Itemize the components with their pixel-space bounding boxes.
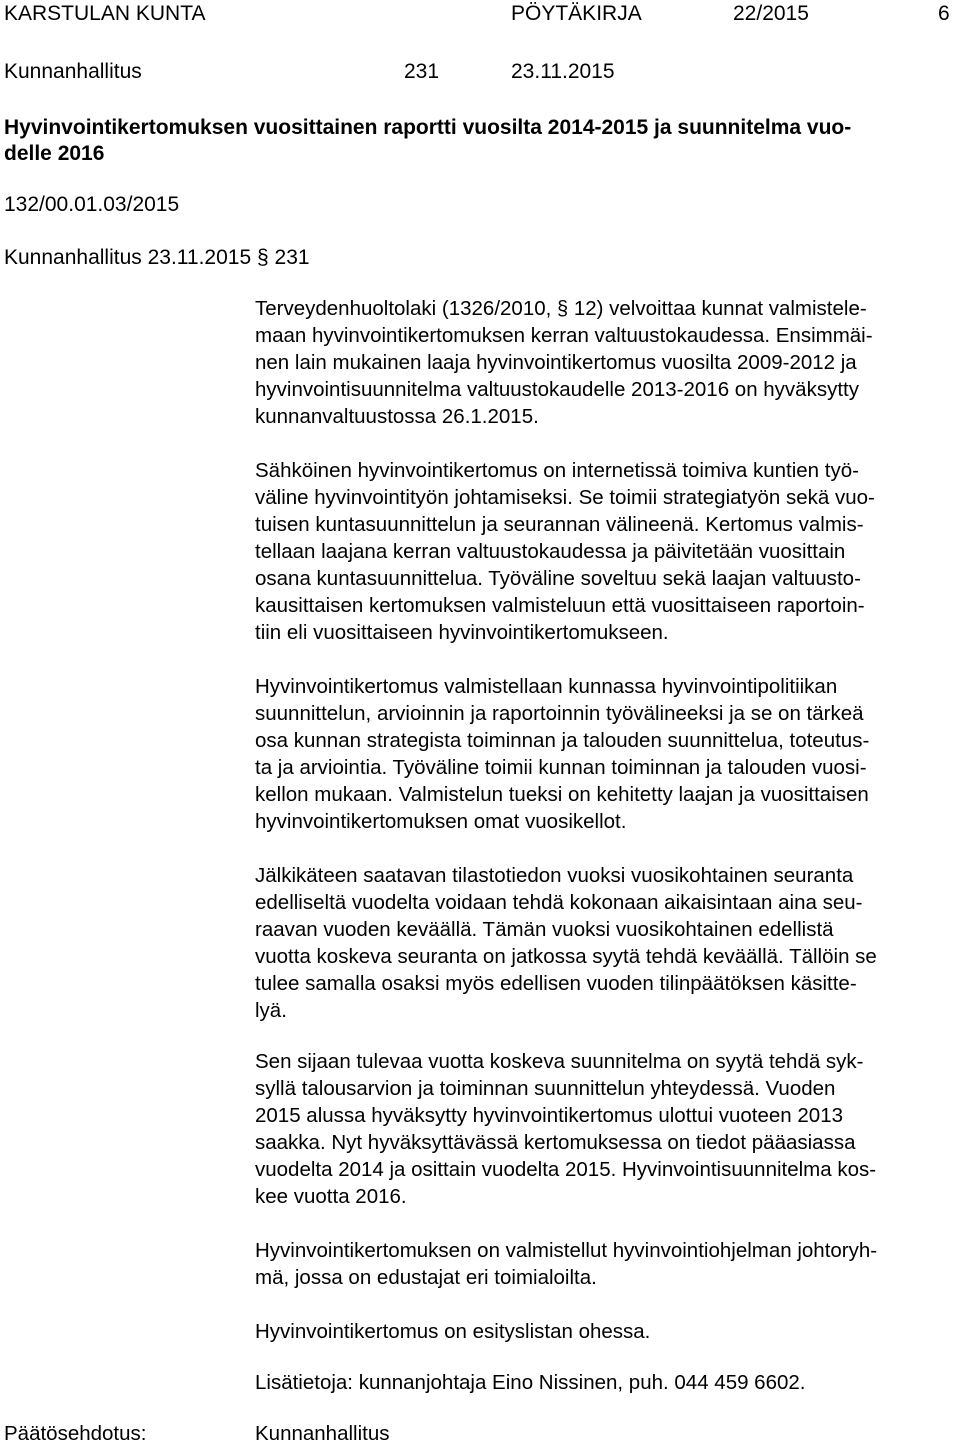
meeting-reference xyxy=(4,246,310,270)
record-number: 132/00.01.03/2015 xyxy=(4,193,180,216)
paragraph-2-line-7: tiin eli vuosittaiseen hyvinvointikertomukseen. xyxy=(255,621,669,644)
paragraph-2-line-5: osana kuntasuunnittelua. Työväline soveltuu sekä laajan valtuusto- xyxy=(255,567,861,590)
paragraph-2-line-2: väline hyvinvointityön johtamiseksi. Se toimii strategiatyön sekä vuo- xyxy=(255,486,875,509)
paragraph-3-line-2: suunnittelun, arvioinnin ja raportoinnin työvälineeksi ja se on tärkeä xyxy=(255,702,864,725)
proposal-body: Kunnanhallitus xyxy=(255,1422,390,1445)
paragraph-5-line-5: vuodelta 2014 ja osittain vuodelta 2015. Hyvinvointisuunnitelma kos- xyxy=(255,1158,877,1181)
paragraph-2-line-4: tellaan laajana kerran valtuustokaudessa ja päivitetään vuosittain xyxy=(255,540,846,563)
section-symbol: § xyxy=(257,246,269,269)
paragraph-4-line-6: lyä. xyxy=(255,999,287,1022)
paragraph-5-line-6: kee vuotta 2016. xyxy=(255,1185,407,1208)
body-name: Kunnanhallitus xyxy=(4,60,142,83)
paragraph-3-line-3: osa kunnan strategista toiminnan ja talouden suunnittelua, toteutus- xyxy=(255,729,870,752)
document-type: PÖYTÄKIRJA xyxy=(511,2,642,25)
paragraph-3-line-5: kellon mukaan. Valmistelun tueksi on kehitetty laajan ja vuosittaisen xyxy=(255,783,869,806)
document-title-line-2: delle 2016 xyxy=(4,142,105,165)
paragraph-4-line-2: edelliseltä vuodelta voidaan tehdä kokonaan aikaisintaan aina seu- xyxy=(255,891,863,914)
meeting-section-number: 231 xyxy=(274,246,310,269)
paragraph-3-line-6: hyvinvointikertomuksen omat vuosikellot. xyxy=(255,810,627,833)
text-segment: Terveydenhuoltolaki (1326/2010, xyxy=(255,297,558,320)
paragraph-4-line-1: Jälkikäteen saatavan tilastotiedon vuoksi vuosikohtainen seuranta xyxy=(255,864,854,887)
document-number: 22/2015 xyxy=(733,2,809,25)
page-number: 6 xyxy=(938,2,950,25)
meeting-label: Kunnanhallitus 23.11.2015 xyxy=(4,246,252,269)
paragraph-6-line-1: Hyvinvointikertomuksen on valmistellut hyvinvointiohjelman johtoryh- xyxy=(255,1239,878,1262)
paragraph-5-line-3: 2015 alussa hyväksytty hyvinvointikertomus ulottui vuoteen 2013 xyxy=(255,1104,844,1127)
paragraph-4-line-5: tulee samalla osaksi myös edellisen vuoden tilinpäätöksen käsitte- xyxy=(255,972,857,995)
paragraph-5-line-4: saakka. Nyt hyväksyttävässä kertomuksessa on tiedot pääasiassa xyxy=(255,1131,856,1154)
paragraph-1-line-1 xyxy=(255,297,867,321)
text-segment: 12) velvoittaa kunnat valmistele- xyxy=(568,297,867,320)
paragraph-5-line-1: Sen sijaan tulevaa vuotta koskeva suunnitelma on syytä tehdä syk- xyxy=(255,1050,864,1073)
paragraph-3-line-1: Hyvinvointikertomus valmistellaan kunnassa hyvinvointipolitiikan xyxy=(255,675,838,698)
proposal-label: Päätösehdotus: xyxy=(4,1422,147,1445)
paragraph-8-line-1: Lisätietoja: kunnanjohtaja Eino Nissinen, puh. 044 459 6602. xyxy=(255,1371,806,1394)
paragraph-1-line-2: maan hyvinvointikertomuksen kerran valtuustokaudessa. Ensimmäi- xyxy=(255,324,873,347)
municipality-name: KARSTULAN KUNTA xyxy=(4,2,206,25)
paragraph-4-line-3: raavan vuoden keväällä. Tämän vuoksi vuosikohtainen edellistä xyxy=(255,918,834,941)
paragraph-1-line-4: hyvinvointisuunnitelma valtuustokaudelle 2013-2016 on hyväksytty xyxy=(255,378,859,401)
paragraph-3-line-4: ta ja arviointia. Työväline toimii kunnan toiminnan ja talouden vuosi- xyxy=(255,756,867,779)
paragraph-6-line-2: mä, jossa on edustajat eri toimialoilta. xyxy=(255,1266,597,1289)
paragraph-2-line-1: Sähköinen hyvinvointikertomus on internetissä toimiva kuntien työ- xyxy=(255,459,859,482)
section-number: 231 xyxy=(404,60,440,83)
paragraph-5-line-2: syllä talousarvion ja toiminnan suunnittelun yhteydessä. Vuoden xyxy=(255,1077,836,1100)
paragraph-2-line-6: kausittaisen kertomuksen valmisteluun että vuosittaiseen raportoin- xyxy=(255,594,865,617)
paragraph-7-line-1: Hyvinvointikertomus on esityslistan ohessa. xyxy=(255,1320,651,1343)
document-title-line-1: Hyvinvointikertomuksen vuosittainen raportti vuosilta 2014-2015 ja suunnitelma vuo- xyxy=(4,116,852,139)
paragraph-2-line-3: tuisen kuntasuunnittelun ja seurannan välineenä. Kertomus valmis- xyxy=(255,513,864,536)
paragraph-1-line-5: kunnanvaltuustossa 26.1.2015. xyxy=(255,405,539,428)
paragraph-1-line-3: nen lain mukainen laaja hyvinvointikertomus vuosilta 2009-2012 ja xyxy=(255,351,857,374)
section-symbol: § xyxy=(557,298,569,320)
paragraph-4-line-4: vuotta koskeva seuranta on jatkossa syytä tehdä keväällä. Tällöin se xyxy=(255,945,877,968)
meeting-date: 23.11.2015 xyxy=(511,60,615,83)
